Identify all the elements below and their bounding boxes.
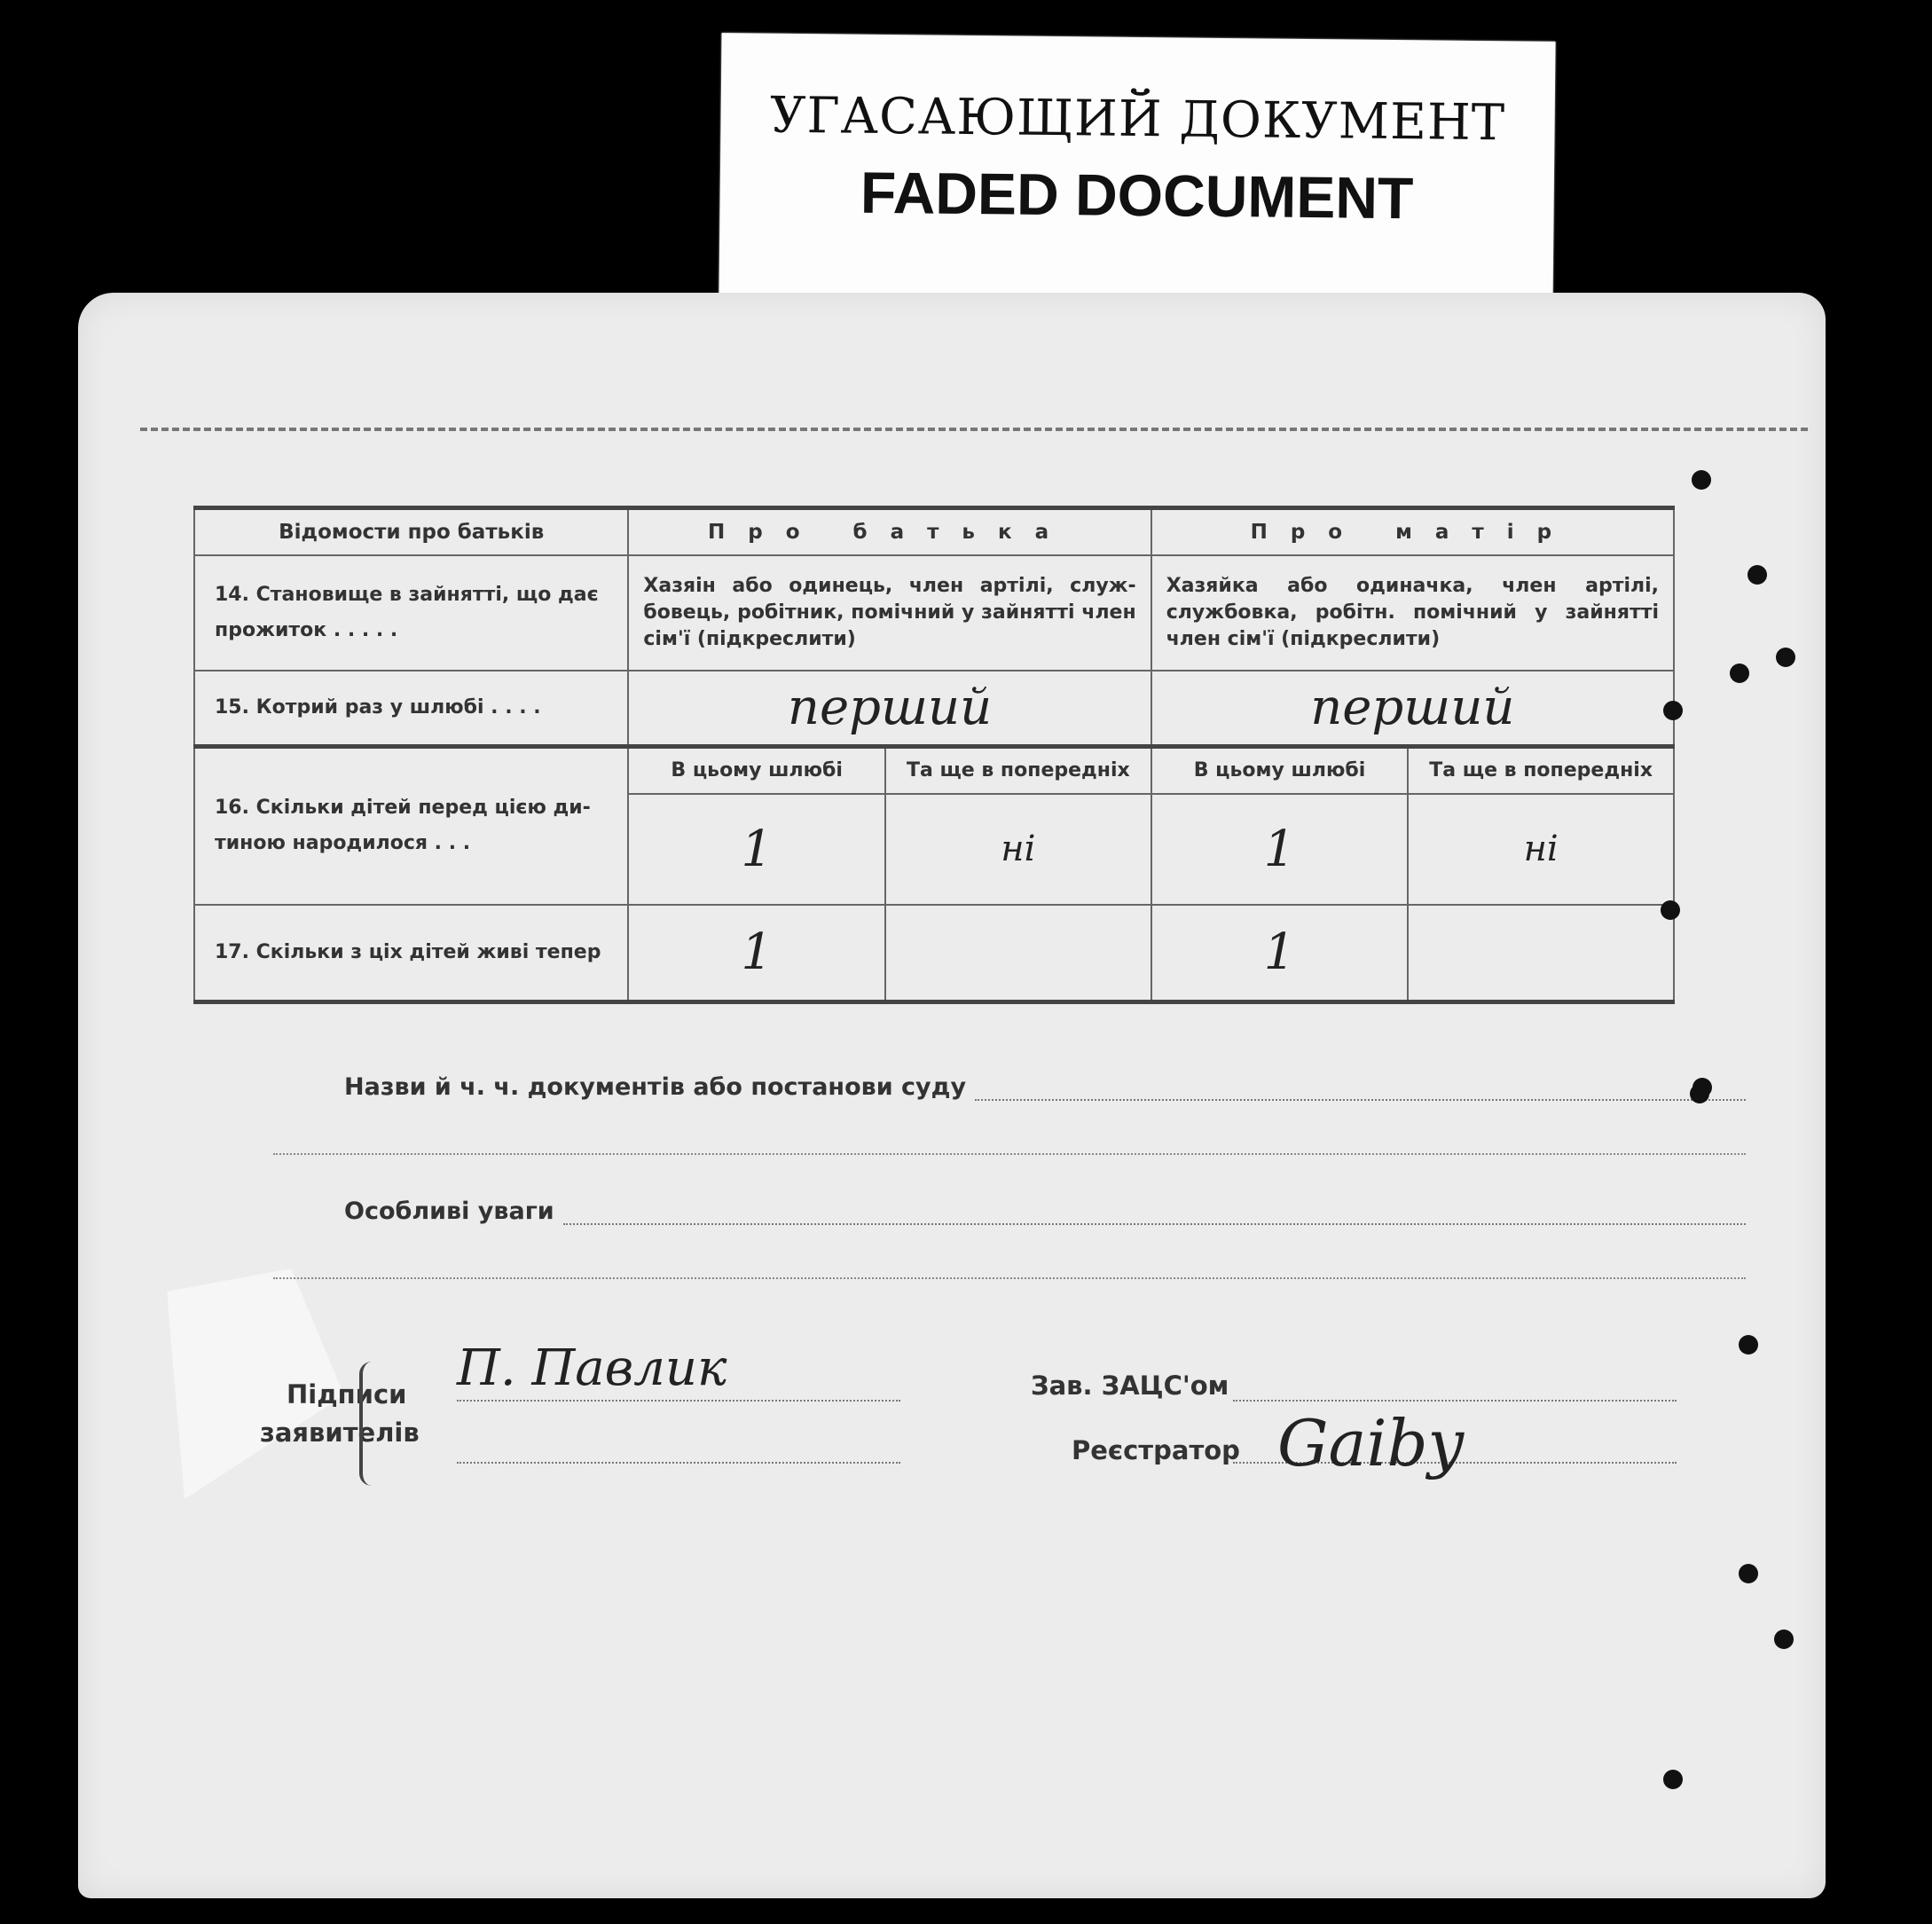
header-mother: Про матір (1151, 508, 1674, 556)
punch-hole (1663, 1770, 1683, 1789)
row16-father-this: 1 (628, 794, 885, 905)
document-page (78, 293, 1826, 1898)
court-documents-continuation (273, 1153, 1746, 1155)
label-english: FADED DOCUMENT (860, 159, 1414, 232)
punch-hole (1661, 900, 1680, 920)
row17-mother-prev (1408, 905, 1674, 1002)
row16-mother-prev: ні (1408, 794, 1674, 905)
row16-label: 16. Скільки дітей перед цією ди-тиною народилося . . . (194, 746, 628, 905)
punch-hole (1692, 470, 1711, 490)
mother-previous-header: Та ще в попередніх (1408, 746, 1674, 794)
punch-hole (1663, 701, 1683, 720)
row17-father-prev (885, 905, 1151, 1002)
punch-hole (1739, 1335, 1758, 1355)
applicant-signature: П. Павлик (457, 1339, 727, 1397)
row15-father-value: перший (628, 671, 1151, 746)
punch-hole (1747, 565, 1767, 585)
label-russian: УГАСАЮЩИЙ ДОКУМЕНТ (769, 86, 1506, 153)
court-documents-label: Назви й ч. ч. документів або постанови суду (344, 1073, 967, 1101)
row17-mother-this: 1 (1151, 905, 1409, 1002)
applicants-brace (359, 1362, 386, 1486)
father-previous-header: Та ще в попередніх (885, 746, 1151, 794)
special-notes-line (344, 1198, 1746, 1225)
parents-info-form (193, 506, 1675, 1004)
head-of-registry-label: Зав. ЗАЦС'ом (1031, 1370, 1229, 1401)
registrar-label: Реєстратор (1072, 1435, 1240, 1465)
special-notes-continuation (273, 1277, 1746, 1279)
court-documents-line (344, 1073, 1746, 1101)
registrar-signature: Gaiby (1277, 1406, 1465, 1480)
punch-hole (1776, 648, 1795, 667)
applicant-signature-line-2 (457, 1462, 900, 1464)
special-notes-label: Особливі уваги (344, 1198, 554, 1225)
header-parents-info: Відомости про батьків (194, 508, 628, 556)
row15-label: 15. Котрий раз у шлюбі . . . . (194, 671, 628, 746)
punch-hole (1774, 1630, 1794, 1649)
row14-mother-options: Хазяйка або одиначка, член артілі, службовка, робітн. помічний у зайнятті член сім'ї (підкреслити) (1151, 555, 1674, 671)
punch-hole (1730, 664, 1749, 683)
mother-in-marriage-header: В цьому шлюбі (1151, 746, 1409, 794)
faded-document-label (719, 33, 1555, 308)
applicants-label-line2: заявителів (260, 1417, 420, 1448)
father-in-marriage-header: В цьому шлюбі (628, 746, 885, 794)
row14-label: 14. Становище в зайнятті, що дає прожиток . . . . . (194, 555, 628, 671)
row17-label: 17. Скільки з ціх дітей живі тепер (194, 905, 628, 1002)
applicants-label-line1: Підписи (287, 1379, 407, 1410)
applicant-signature-line (457, 1400, 900, 1402)
row16-mother-this: 1 (1151, 794, 1409, 905)
punch-hole (1739, 1564, 1758, 1583)
row16-father-prev: ні (885, 794, 1151, 905)
perforation-line (140, 428, 1808, 431)
punch-hole (1690, 1084, 1709, 1103)
parents-info-table (193, 506, 1675, 1004)
row15-mother-value: перший (1151, 671, 1674, 746)
row14-father-options: Хазяін або одинець, член артілі, служ-бовець, робітник, помічний у зайнятті член сім'ї (підкреслити) (628, 555, 1151, 671)
row17-father-this: 1 (628, 905, 885, 1002)
head-signature-line (1233, 1400, 1677, 1402)
header-father: Про батька (628, 508, 1151, 556)
